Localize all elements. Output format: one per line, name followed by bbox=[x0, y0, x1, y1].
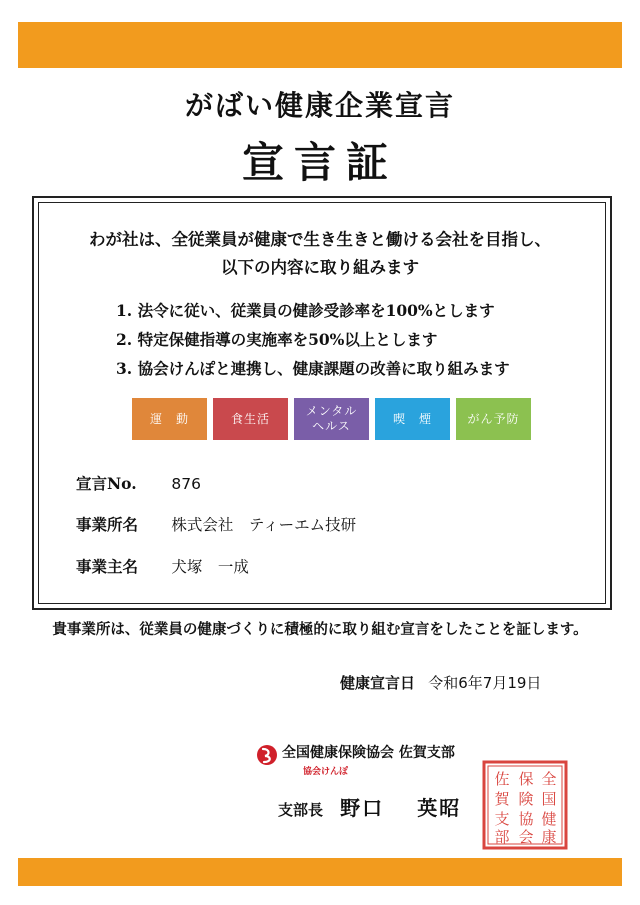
svg-text:保: 保 bbox=[518, 770, 534, 788]
svg-text:支: 支 bbox=[494, 810, 510, 828]
category-smoking bbox=[375, 398, 450, 440]
category-mental-health-line1: メンタル bbox=[305, 404, 358, 418]
kyokai-kenpo-logo-icon bbox=[256, 744, 278, 766]
office-name-row bbox=[76, 513, 356, 535]
category-exercise bbox=[132, 398, 207, 440]
category-smoking-label: 喫 煙 bbox=[392, 411, 432, 426]
official-seal-icon bbox=[482, 760, 568, 850]
bottom-orange-band bbox=[18, 858, 622, 886]
category-diet bbox=[213, 398, 288, 440]
office-name-label: 事業所名 bbox=[76, 515, 139, 534]
office-name-value: 株式会社 ティーエム技研 bbox=[171, 516, 357, 534]
owner-name-row bbox=[76, 555, 249, 577]
svg-text:賀: 賀 bbox=[494, 790, 510, 808]
declaration-number-row bbox=[76, 472, 201, 494]
svg-text:全: 全 bbox=[541, 770, 557, 788]
declaration-item-1: 1. 法令に従い、従業員の健診受診率を100%とします bbox=[116, 301, 495, 320]
owner-name-value: 犬塚 一成 bbox=[171, 558, 249, 576]
category-cancer-prevention bbox=[456, 398, 531, 440]
issuer-signature-line bbox=[278, 792, 461, 821]
svg-text:佐: 佐 bbox=[494, 770, 510, 788]
issuer-organization: 全国健康保険協会 佐賀支部 bbox=[282, 745, 455, 761]
category-diet-label: 食生活 bbox=[230, 411, 270, 426]
category-tiles bbox=[132, 398, 531, 440]
owner-name-label: 事業主名 bbox=[76, 557, 139, 576]
category-exercise-label: 運 動 bbox=[149, 411, 189, 426]
svg-text:康: 康 bbox=[541, 828, 557, 846]
issuer-organization-nickname: 協会けんぽ bbox=[303, 767, 349, 777]
svg-text:部: 部 bbox=[494, 828, 510, 846]
svg-text:国: 国 bbox=[541, 790, 557, 808]
intro-line-1: わが社は、全従業員が健康で生き生きと働ける会社を目指し、 bbox=[89, 230, 551, 249]
svg-text:健: 健 bbox=[541, 810, 557, 828]
declaration-date-label: 健康宣言日 bbox=[340, 674, 416, 692]
issuer-given-name: 英昭 bbox=[417, 796, 462, 820]
svg-text:険: 険 bbox=[518, 790, 534, 808]
declaration-date bbox=[340, 672, 541, 693]
issuer-role: 支部長 bbox=[278, 801, 324, 819]
top-orange-band bbox=[18, 22, 622, 68]
declaration-number-value: 876 bbox=[171, 475, 201, 493]
svg-text:会: 会 bbox=[518, 828, 534, 846]
issuer-family-name: 野口 bbox=[340, 796, 385, 820]
certificate-subtitle: 宣言証 bbox=[241, 138, 398, 187]
certificate-title: がばい健康企業宣言 bbox=[184, 89, 455, 122]
certification-statement: 貴事業所は、従業員の健康づくりに積極的に取り組む宣言をしたことを証します。 bbox=[52, 621, 588, 638]
category-mental-health-line2: ヘルス bbox=[312, 419, 351, 433]
declaration-intro bbox=[40, 226, 600, 282]
declaration-item-2: 2. 特定保健指導の実施率を50%以上とします bbox=[116, 330, 438, 349]
declaration-date-value: 令和6年7月19日 bbox=[428, 674, 542, 692]
declaration-number-label: 宣言No. bbox=[76, 474, 137, 493]
svg-text:協: 協 bbox=[518, 810, 534, 828]
category-cancer-prevention-label: がん予防 bbox=[467, 411, 520, 426]
declaration-item-3: 3. 協会けんぽと連携し、健康課題の改善に取り組みます bbox=[116, 359, 510, 378]
category-mental-health bbox=[294, 398, 369, 440]
intro-line-2: 以下の内容に取り組みます bbox=[221, 258, 419, 277]
declaration-items bbox=[116, 296, 510, 383]
